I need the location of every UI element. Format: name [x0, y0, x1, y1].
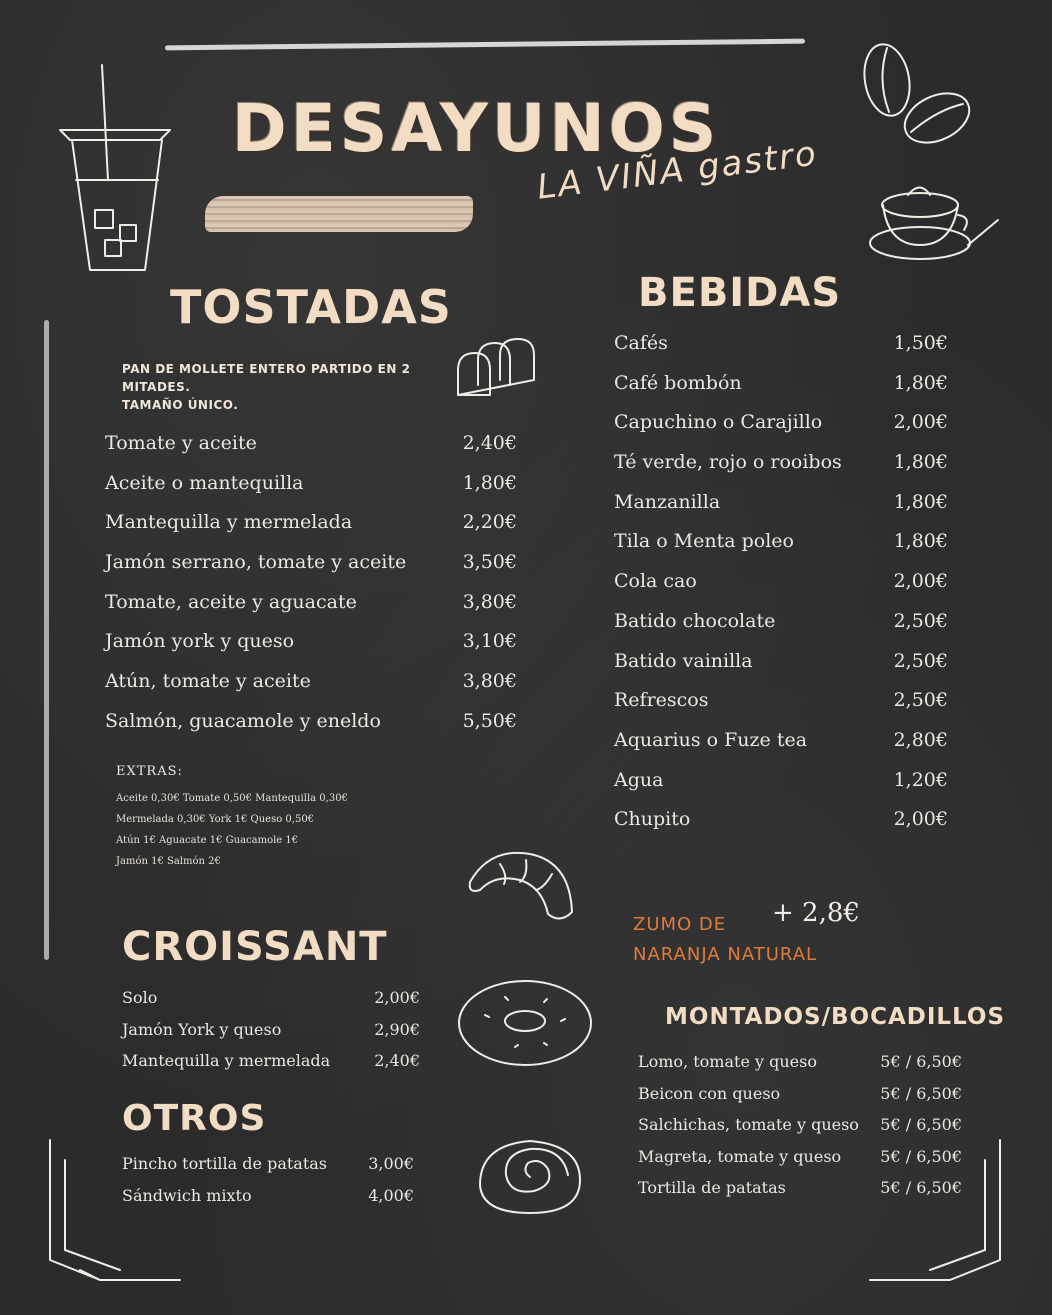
item-price: 1,80€	[462, 471, 517, 494]
tostadas-list	[105, 432, 517, 750]
item-price: 2,50€	[893, 609, 948, 632]
item-name: Salmón, guacamole y eneldo	[105, 709, 381, 732]
extras-line: Jamón 1€ Salmón 2€	[116, 856, 221, 867]
bebidas-title: BEBIDAS	[638, 270, 842, 316]
list-item	[105, 432, 517, 472]
item-price: 3,80€	[462, 670, 517, 693]
restaurant-name: LA VIÑA gastro	[535, 133, 820, 208]
list-item	[105, 472, 517, 512]
item-price: 4,00€	[368, 1185, 414, 1205]
tostadas-title: TOSTADAS	[170, 280, 452, 334]
item-name: Solo	[122, 988, 158, 1007]
item-price: 5€ / 6,50€	[880, 1115, 962, 1134]
coffee-cup-icon	[868, 175, 1008, 275]
list-item	[638, 1147, 962, 1179]
item-name: Beicon con queso	[638, 1083, 781, 1103]
list-item	[122, 1186, 414, 1218]
left-chalk-stroke	[44, 320, 49, 960]
item-name: Pincho tortilla de patatas	[122, 1154, 328, 1173]
item-name: Manzanilla	[614, 490, 721, 513]
item-price: 1,80€	[893, 490, 948, 513]
list-item	[614, 729, 948, 769]
item-price: 1,80€	[893, 451, 948, 474]
item-price: 3,10€	[462, 630, 517, 653]
item-name: Lomo, tomate y queso	[638, 1052, 817, 1071]
item-name: Batido vainilla	[614, 649, 753, 672]
iced-drink-icon	[50, 60, 180, 280]
item-price: 2,90€	[374, 1019, 420, 1039]
item-name: Capuchino o Carajillo	[614, 411, 823, 434]
list-item	[122, 1020, 420, 1052]
item-price: 2,20€	[462, 511, 517, 534]
extras-list	[116, 788, 348, 872]
item-price: 3,80€	[462, 590, 517, 613]
top-chalk-stroke	[165, 39, 805, 51]
page-title: DESAYUNOS	[232, 90, 721, 167]
item-price: 2,00€	[893, 411, 948, 434]
list-item	[614, 808, 948, 848]
list-item	[105, 710, 517, 750]
item-price: 2,50€	[893, 689, 948, 712]
item-price: 3,50€	[462, 551, 517, 574]
item-name: Aceite o mantequilla	[105, 471, 304, 494]
croissant-title: CROISSANT	[122, 924, 388, 970]
item-name: Café bombón	[614, 371, 742, 394]
list-item	[122, 988, 420, 1020]
item-price: 3,00€	[368, 1154, 414, 1173]
item-price: 2,00€	[893, 808, 948, 831]
item-name: Tomate, aceite y aguacate	[105, 590, 357, 613]
item-price: 2,50€	[893, 649, 948, 672]
list-item	[614, 769, 948, 809]
item-price: 2,80€	[893, 728, 948, 751]
item-name: Atún, tomate y aceite	[105, 670, 311, 693]
list-item	[614, 570, 948, 610]
extras-title: EXTRAS:	[116, 764, 183, 779]
item-price: 5,50€	[462, 709, 517, 732]
list-item	[122, 1154, 414, 1186]
item-price: 2,00€	[893, 570, 948, 593]
donut-icon	[455, 975, 595, 1075]
list-item	[614, 650, 948, 690]
item-name: Jamón york y queso	[105, 630, 295, 653]
item-price: 5€ / 6,50€	[880, 1083, 962, 1103]
tostadas-note	[122, 360, 442, 414]
croissant-icon	[460, 842, 580, 932]
item-price: 2,40€	[374, 1051, 420, 1070]
extras-line: Aceite 0,30€ Tomate 0,50€ Mantequilla 0,30€	[116, 793, 348, 804]
croissant-list	[122, 988, 420, 1083]
item-name: Tortilla de patatas	[638, 1178, 786, 1197]
list-item	[614, 372, 948, 412]
list-item	[614, 610, 948, 650]
item-price: 5€ / 6,50€	[880, 1052, 962, 1071]
cinnamon-roll-icon	[470, 1125, 590, 1220]
item-name: Jamón serrano, tomate y aceite	[105, 551, 407, 574]
bread-slices-icon	[450, 335, 550, 405]
item-price: 1,80€	[893, 371, 948, 394]
item-name: Sándwich mixto	[122, 1185, 252, 1205]
item-name: Refrescos	[614, 689, 709, 712]
item-price: 5€ / 6,50€	[880, 1178, 962, 1197]
item-name: Té verde, rojo o rooibos	[614, 451, 842, 474]
item-name: Mantequilla y mermelada	[105, 511, 353, 534]
item-price: 2,40€	[462, 432, 517, 454]
item-name: Cola cao	[614, 570, 697, 593]
list-item	[105, 511, 517, 551]
extras-line: Mermelada 0,30€ York 1€ Queso 0,50€	[116, 814, 315, 825]
item-price: 1,50€	[893, 332, 948, 354]
list-item	[614, 451, 948, 491]
list-item	[105, 630, 517, 670]
otros-title: OTROS	[122, 1098, 267, 1139]
list-item	[105, 591, 517, 631]
item-price: 2,00€	[374, 988, 420, 1007]
item-name: Salchichas, tomate y queso	[638, 1115, 859, 1134]
zumo-line1: ZUMO DE	[633, 914, 727, 935]
list-item	[638, 1178, 962, 1210]
montados-title: MONTADOS/BOCADILLOS	[665, 1004, 1006, 1030]
extras-line: Atún 1€ Aguacate 1€ Guacamole 1€	[116, 835, 299, 846]
item-name: Chupito	[614, 808, 691, 831]
tostadas-note-line2: TAMAÑO ÚNICO.	[122, 398, 239, 412]
zumo-price: + 2,8€	[772, 898, 860, 928]
list-item	[614, 491, 948, 531]
bebidas-list	[614, 332, 948, 848]
list-item	[638, 1084, 962, 1116]
item-name: Batido chocolate	[614, 609, 776, 632]
list-item	[105, 670, 517, 710]
item-name: Tomate y aceite	[105, 432, 257, 454]
item-name: Cafés	[614, 332, 668, 354]
item-name: Tila o Menta poleo	[614, 530, 794, 553]
list-item	[614, 530, 948, 570]
list-item	[638, 1052, 962, 1084]
list-item	[122, 1051, 420, 1083]
list-item	[105, 551, 517, 591]
item-price: 1,80€	[893, 530, 948, 553]
tostadas-note-line1: PAN DE MOLLETE ENTERO PARTIDO EN 2 MITADES.	[122, 362, 411, 394]
list-item	[614, 411, 948, 451]
item-name: Agua	[614, 768, 664, 791]
item-name: Jamón York y queso	[122, 1019, 282, 1039]
item-name: Aquarius o Fuze tea	[614, 728, 808, 751]
coffee-beans-icon	[855, 40, 975, 160]
item-price: 1,20€	[893, 768, 948, 791]
zumo-line2: NARANJA NATURAL	[633, 944, 818, 965]
montados-list	[638, 1052, 962, 1210]
item-name: Mantequilla y mermelada	[122, 1051, 331, 1070]
list-item	[614, 689, 948, 729]
item-price: 5€ / 6,50€	[880, 1146, 962, 1166]
item-name: Magreta, tomate y queso	[638, 1146, 842, 1166]
otros-list	[122, 1154, 414, 1217]
list-item	[638, 1115, 962, 1147]
brush-stroke	[205, 196, 473, 232]
list-item	[614, 332, 948, 372]
